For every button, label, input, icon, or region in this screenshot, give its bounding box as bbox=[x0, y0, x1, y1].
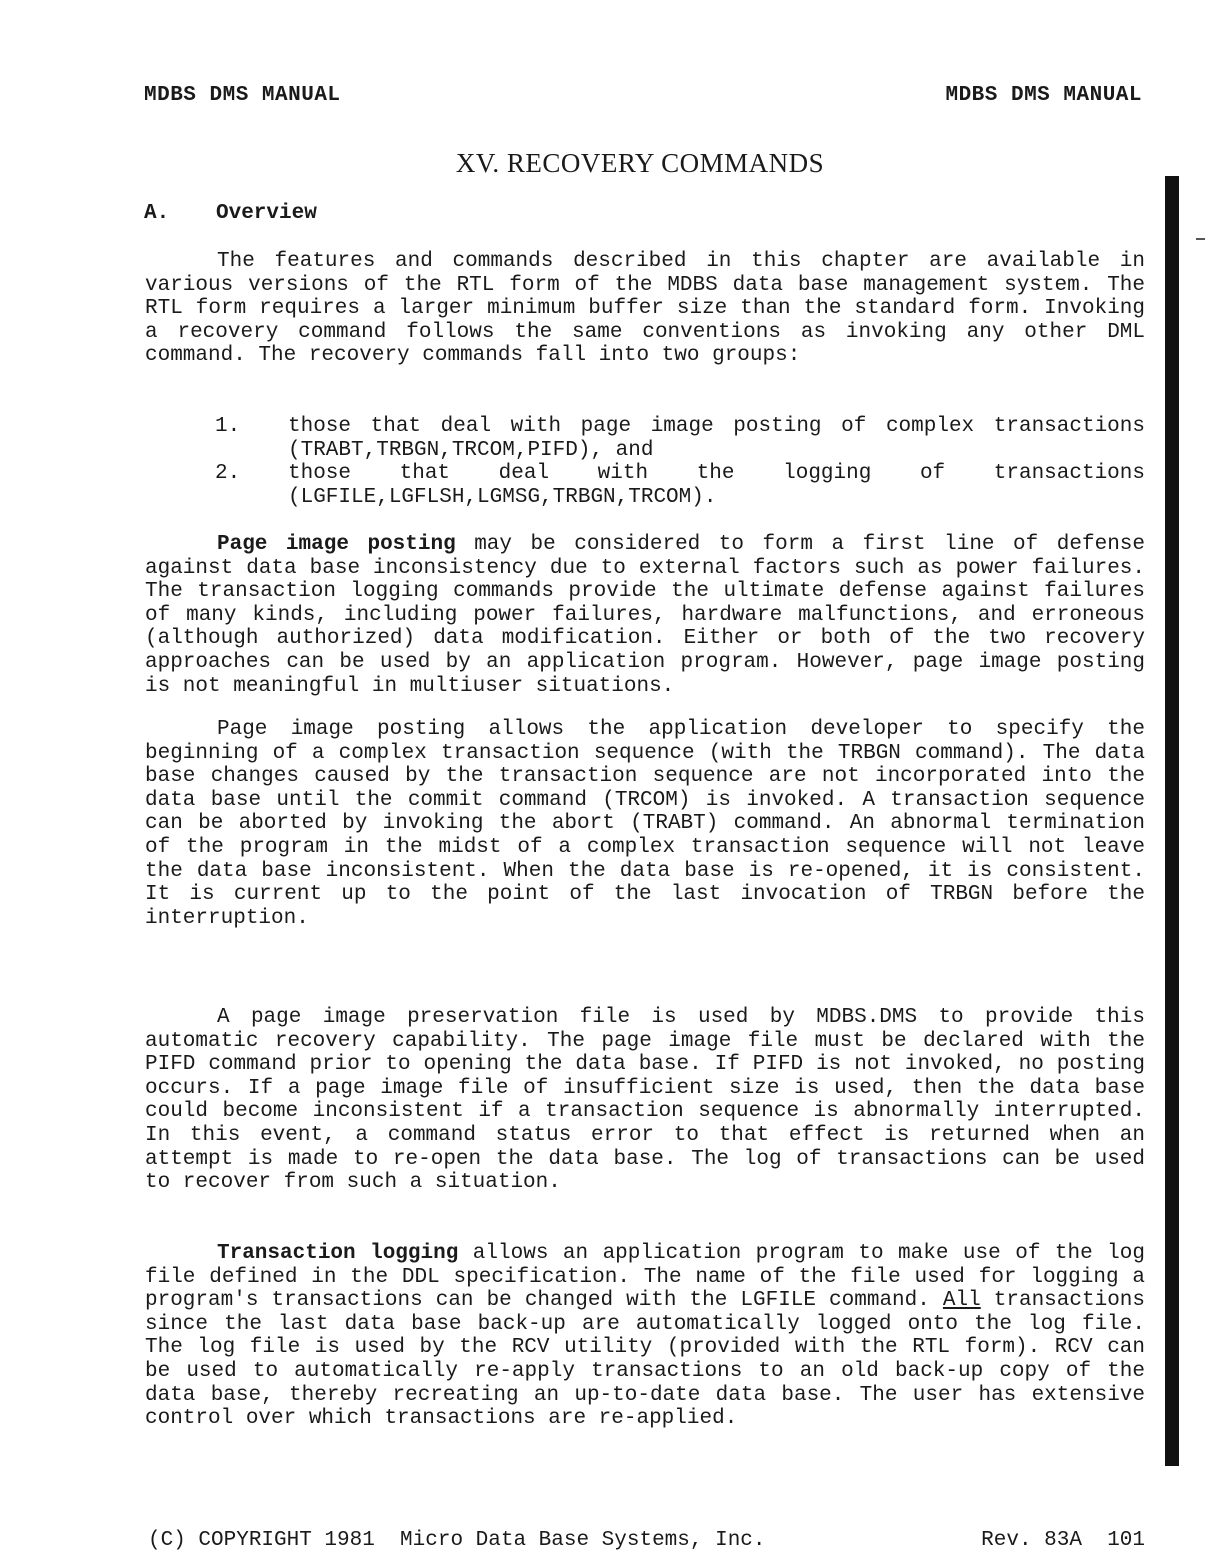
list-item-text: those that deal with page image posting of complex transactions (TRABT,TRBGN,TRCOM,PIFD), and bbox=[288, 415, 1145, 462]
term-transaction-logging: Transaction logging bbox=[217, 1242, 459, 1265]
paragraph-text: transactions since the last data base back-up are automatically logged onto the log file. The log file is used by the RCV utility (provided with the RTL form). RCV can be used to automatically re-apply transactions to an old back-up copy of the data base, thereby recreating an up-to-date data base. The user has extensive control over which transactions are re-applied. bbox=[145, 1289, 1146, 1431]
paragraph-text: may be considered to form a first line of defense against data base inconsistency due to external factors such as power failures. The transaction logging commands provide the ultimate defense against failures of many kinds, including power failures, hardware malfunctions, and erroneous (although authorized) data modification. Either or both of the two recovery approaches can be used by an application program. However, page image posting is not meaningful in multiuser situations. bbox=[145, 533, 1145, 698]
footer-revision: Rev. 83A 101 bbox=[981, 1529, 1145, 1552]
term-page-image-posting: Page image posting bbox=[217, 533, 456, 556]
chapter-title: XV. RECOVERY COMMANDS bbox=[455, 148, 825, 178]
list-item-number: 1. bbox=[215, 415, 241, 438]
command-group-list bbox=[215, 415, 1145, 509]
margin-tick-mark bbox=[1196, 238, 1205, 240]
page-footer bbox=[148, 1529, 1145, 1552]
paragraph-text: allows an application program to make use of the log file defined in the DDL specification. The name of the file used for logging a program's transactions can be changed with the LGFILE command. bbox=[145, 1242, 1145, 1313]
emphasis-all: All bbox=[942, 1289, 981, 1313]
list-item-number: 2. bbox=[215, 462, 241, 486]
paragraph-preservation-file: A page image preservation file is used by MDBS.DMS to provide this automatic recovery capability. The page image file must be declared with the PIFD command prior to opening the data base. If PIFD is not invoked, no posting occurs. If a page image file of insufficient size is used, then the data base could become inconsistent if a transaction sequence is abnormally interrupted. In this event, a command status error to that effect is returned when an attempt is made to re-open the data base. The log of transactions can be used to recover from such a situation. bbox=[145, 1006, 1145, 1195]
list-item bbox=[215, 415, 1145, 462]
paragraph-overview: The features and commands described in this chapter are available in various versions of the RTL form of the MDBS data base management system. The RTL form requires a larger minimum buffer size than the standard form. Invoking a recovery command follows the same conventions as invoking any other DML command. The recovery commands fall into two groups: bbox=[145, 250, 1145, 368]
running-header-right: MDBS DMS MANUAL bbox=[945, 84, 1142, 107]
list-item bbox=[215, 462, 1145, 509]
paragraph-page-image-posting bbox=[145, 533, 1145, 698]
section-heading bbox=[144, 202, 317, 225]
list-item-text: those that deal with the logging of transactions (LGFILE,LGFLSH,LGMSG,TRBGN,TRCOM). bbox=[288, 462, 1145, 509]
paragraph-transaction-sequence: Page image posting allows the application developer to specify the beginning of a complex transaction sequence (with the TRBGN command). The data base changes caused by the transaction sequence are not incorporated into the data base until the commit command (TRCOM) is invoked. A transaction sequence can be aborted by invoking the abort (TRABT) command. An abnormal termination of the program in the midst of a complex transaction sequence will not leave the data base inconsistent. When the data base is re-opened, it is consistent. It is current up to the point of the last invocation of TRBGN before the interruption. bbox=[145, 718, 1145, 930]
paragraph-transaction-logging bbox=[145, 1242, 1145, 1431]
footer-copyright: (C) COPYRIGHT 1981 Micro Data Base Systems, Inc. bbox=[148, 1529, 766, 1552]
section-letter: A. bbox=[144, 202, 170, 225]
revision-change-bar bbox=[1165, 176, 1179, 1466]
running-header-left: MDBS DMS MANUAL bbox=[144, 84, 341, 107]
section-title: Overview bbox=[216, 202, 317, 225]
